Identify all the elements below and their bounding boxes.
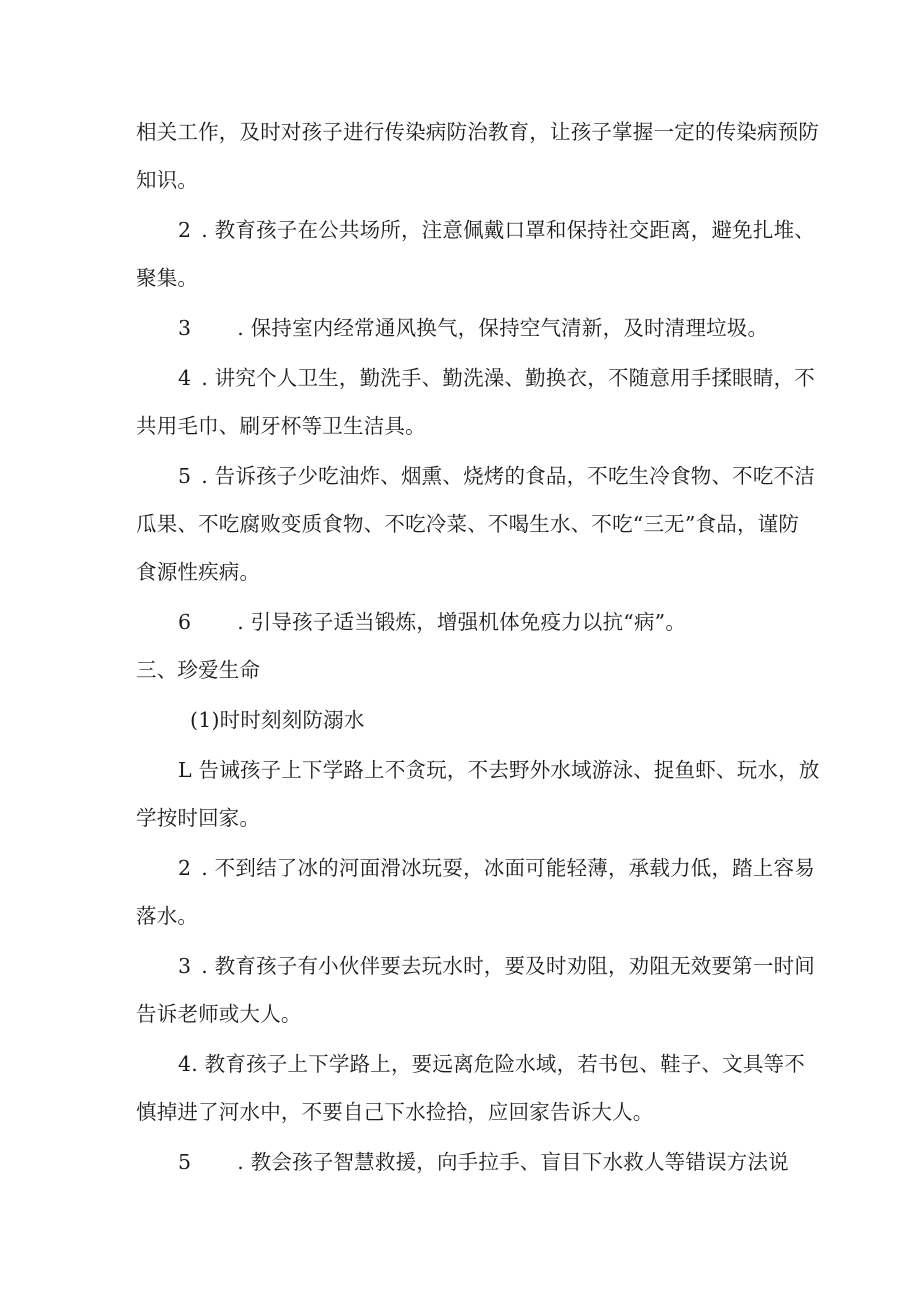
list-item-line xyxy=(178,364,815,392)
list-text: . 保持室内经常通风换气，保持空气清新，及时清理垃圾。 xyxy=(237,316,769,340)
list-text: . 引导孩子适当锻炼，增强机体免疫力以抗“病”。 xyxy=(237,610,687,634)
list-item-line xyxy=(178,854,815,882)
text-line: 食源性疾病。 xyxy=(136,560,261,584)
text-line: 瓜果、不吃腐败变质食物、不吃冷菜、不喝生水、不吃“三无”食品，谨防 xyxy=(136,512,800,536)
text-line: 相关工作，及时对孩子进行传染病防治教育，让孩子掌握一定的传染病预防 xyxy=(136,120,820,144)
text-line: 共用毛巾、刷牙杯等卫生洁具。 xyxy=(136,414,426,438)
list-item-line xyxy=(178,952,815,980)
list-text: . 教会孩子智慧救援，向手拉手、盲目下水救人等错误方法说 xyxy=(237,1150,789,1174)
text-line: 告诉老师或大人。 xyxy=(136,1002,302,1026)
list-text: . 告诉孩子少吃油炸、烟熏、烧烤的食品，不吃生冷食物、不吃不洁 xyxy=(201,464,815,488)
list-item-line xyxy=(178,1148,789,1176)
list-number: 4 xyxy=(178,366,192,390)
list-item-line xyxy=(178,216,815,244)
text-line: 慎掉进了河水中，不要自己下水捡拾，应回家告诉大人。 xyxy=(136,1100,654,1124)
text-line: 落水。 xyxy=(136,904,199,928)
text-line: L 告诫孩子上下学路上不贪玩，不去野外水域游泳、捉鱼虾、玩水，放 xyxy=(178,758,820,782)
list-number: 5 xyxy=(178,464,192,488)
subsection-heading: (1)时时刻刻防溺水 xyxy=(190,708,365,732)
list-text: . 讲究个人卫生，勤洗手、勤洗澡、勤换衣，不随意用手揉眼睛，不 xyxy=(201,366,815,390)
list-text: . 不到结了冰的河面滑冰玩耍，冰面可能轻薄，承载力低，踏上容易 xyxy=(201,856,815,880)
text-line: 学按时回家。 xyxy=(136,806,261,830)
list-text: . 教育孩子有小伙伴要去玩水时，要及时劝阻，劝阻无效要第一时间 xyxy=(201,954,815,978)
text-line: 4. 教育孩子上下学路上，要远离危险水域，若书包、鞋子、文具等不 xyxy=(178,1052,805,1076)
text-line: 知识。 xyxy=(136,168,199,192)
list-number: 3 xyxy=(178,316,192,340)
list-text: . 教育孩子在公共场所，注意佩戴口罩和保持社交距离，避免扎堆、 xyxy=(201,218,815,242)
list-number: 6 xyxy=(178,610,192,634)
list-number: 2 xyxy=(178,856,192,880)
list-number: 5 xyxy=(178,1150,192,1174)
section-heading: 三、珍爱生命 xyxy=(136,658,261,682)
list-item-line xyxy=(178,608,686,636)
list-number: 2 xyxy=(178,218,192,242)
text-line: 聚集。 xyxy=(136,266,199,290)
list-item-line xyxy=(178,314,768,342)
list-number: 3 xyxy=(178,954,192,978)
list-item-line xyxy=(178,462,815,490)
